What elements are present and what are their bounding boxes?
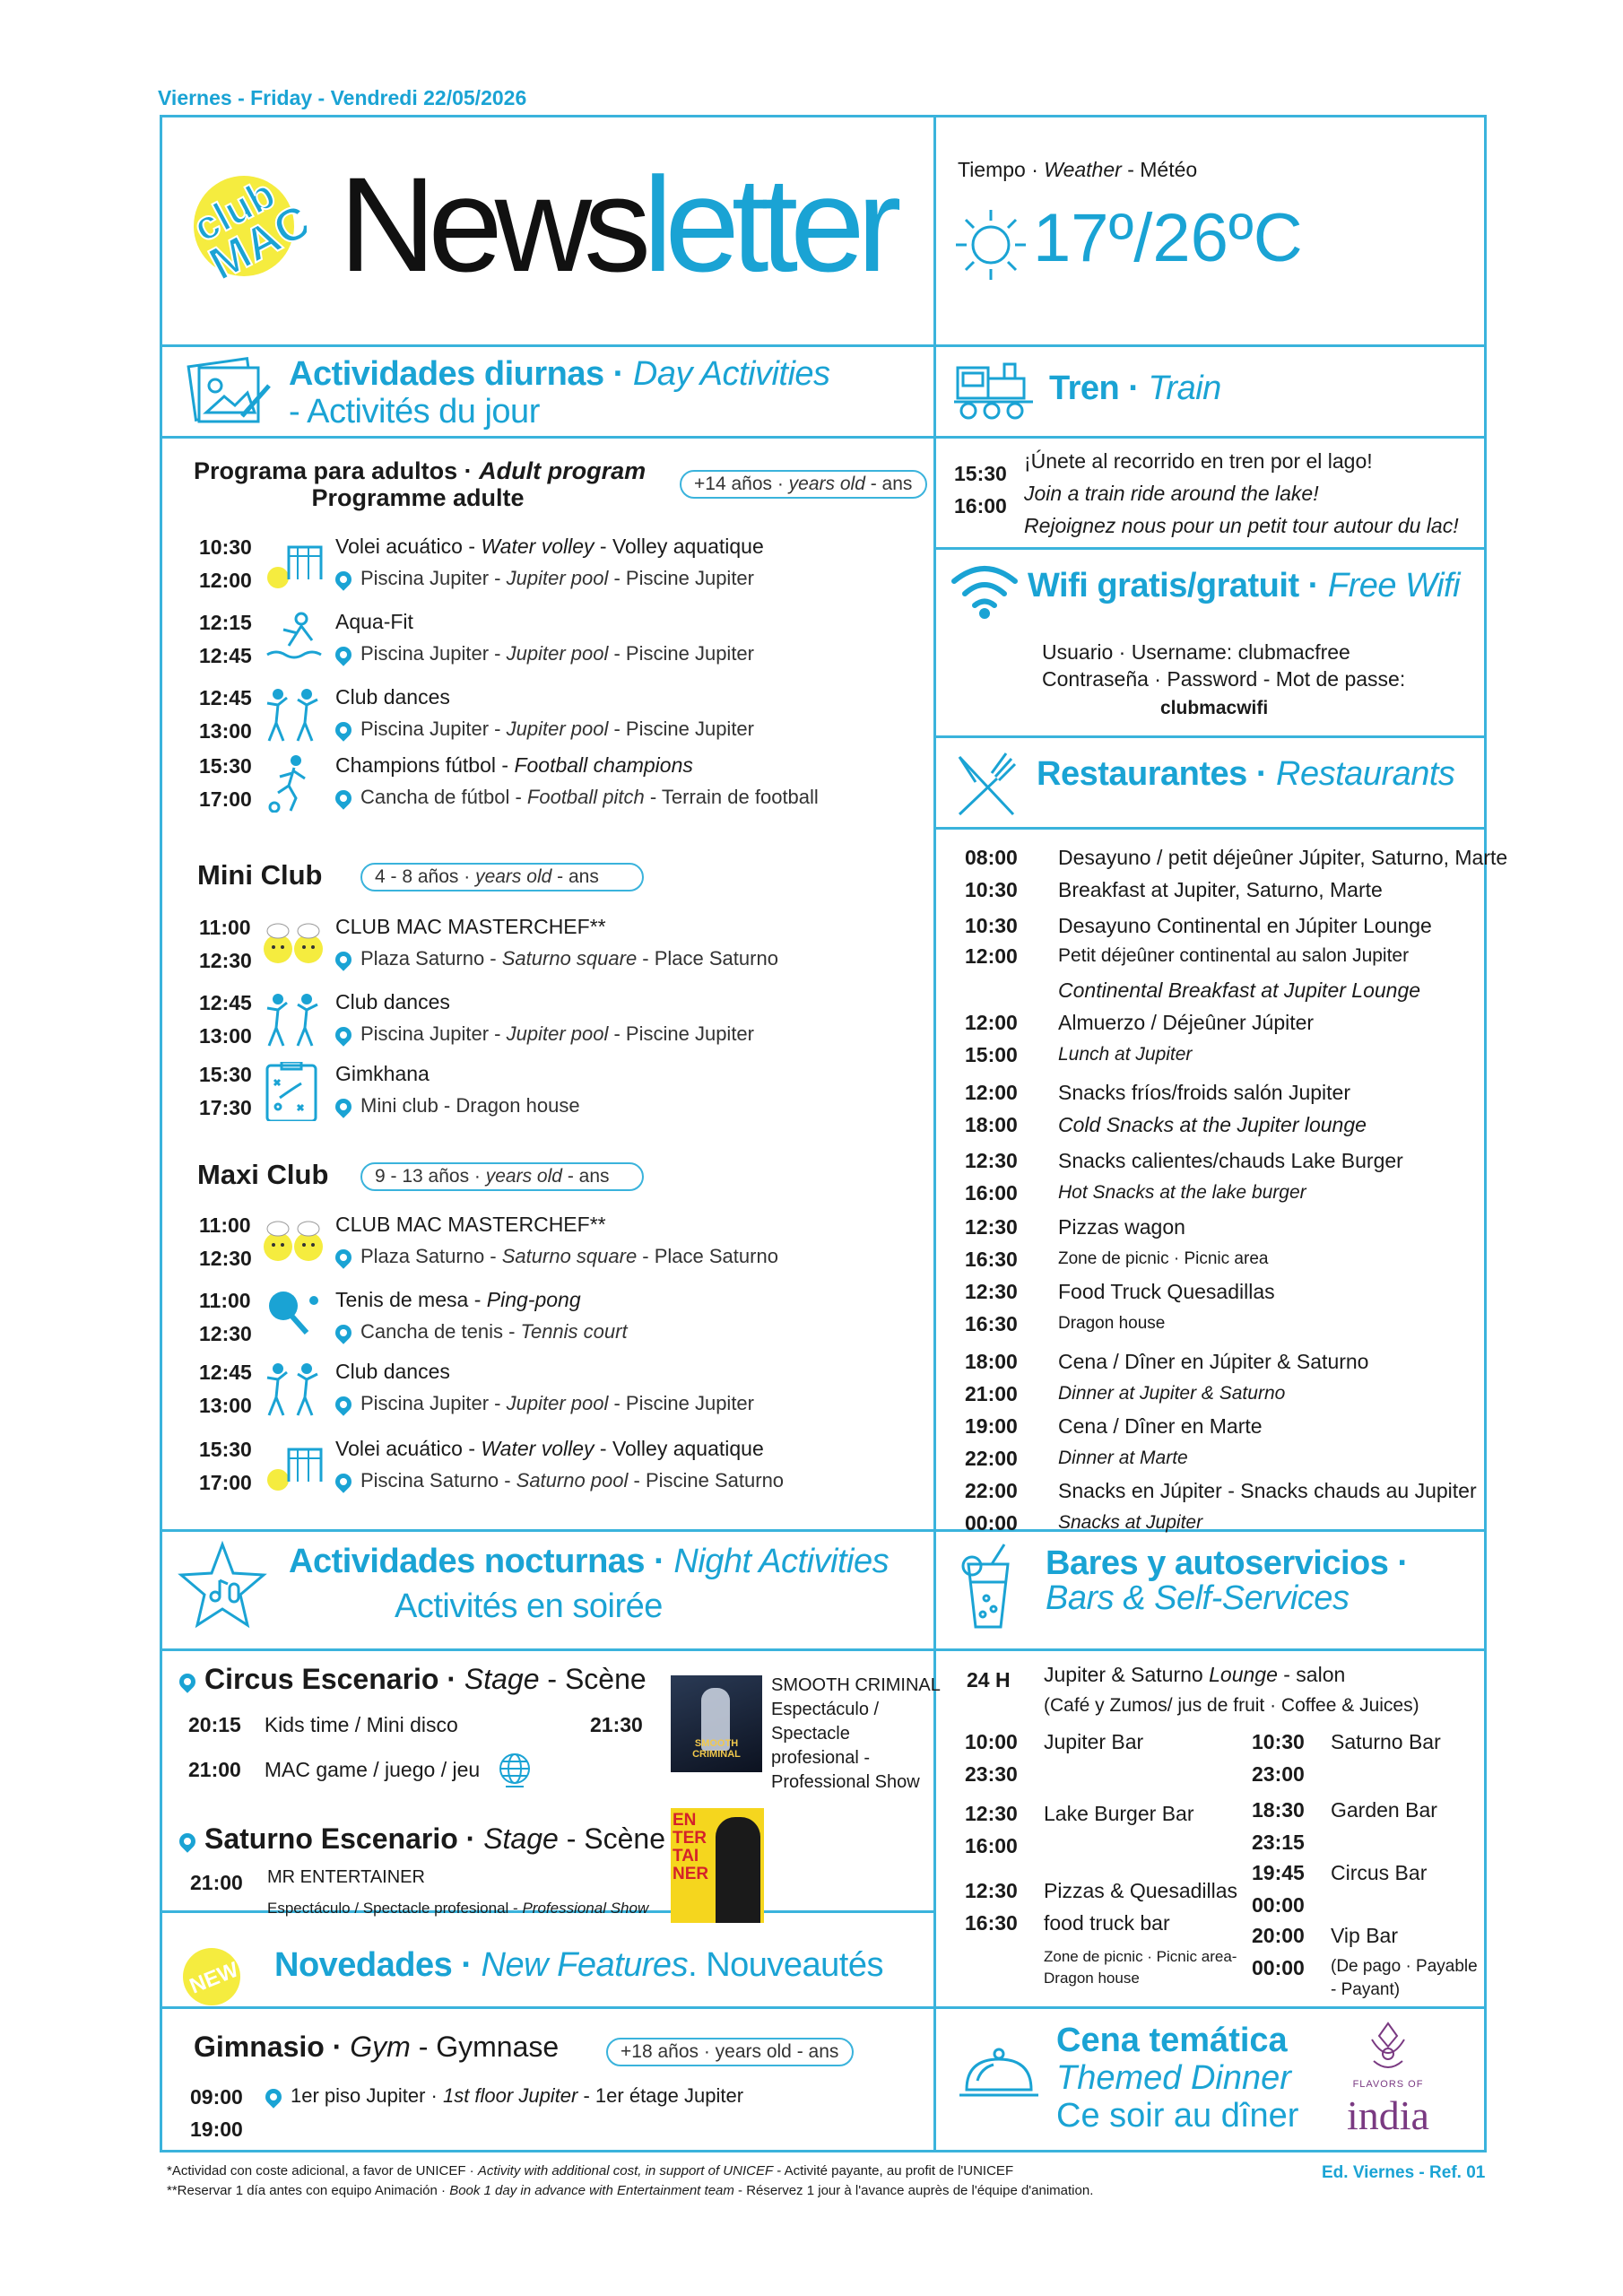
bar-time: 10:30 23:00 (1252, 1730, 1305, 1786)
column-divider (933, 115, 936, 2152)
gym-time: 09:00 19:00 (190, 2085, 243, 2141)
aqua-fit-icon (262, 610, 325, 669)
activity-location: Cancha de tenis - Tennis court (335, 1320, 628, 1344)
restaurant-time: 16:30 (965, 1248, 1018, 1271)
location-pin-icon (332, 1095, 354, 1118)
restaurant-text: Desayuno / petit déjeûner Júpiter, Saturno, Marte (1058, 846, 1508, 869)
bar-time: 12:30 16:00 (965, 1802, 1018, 1857)
restaurant-time: 12:30 (965, 1280, 1018, 1303)
maxi-club-title: Maxi Club (197, 1159, 329, 1190)
restaurant-text: Desayuno Continental en Júpiter Lounge (1058, 914, 1432, 937)
day-activities-subtitle: - Activités du jour (289, 393, 540, 430)
activity-location: Piscina Jupiter - Jupiter pool - Piscine Jupiter (335, 567, 754, 590)
saturno-show-desc: Espectáculo / Spectacle profesional - Professional Show (267, 1900, 649, 1917)
bar-name: Pizzas & Quesadillas food truck bar (1044, 1879, 1238, 1935)
chef-kids-icon (262, 915, 325, 974)
bar-name: Garden Bar (1331, 1798, 1437, 1822)
dancers-icon (262, 685, 325, 744)
restaurant-text: Snacks calientes/chauds Lake Burger (1058, 1149, 1403, 1172)
train-icon (952, 359, 1035, 423)
restaurant-time: 12:00 (965, 1081, 1018, 1104)
dancers-icon (262, 990, 325, 1049)
restaurant-text: Breakfast at Jupiter, Saturno, Marte (1058, 878, 1383, 901)
bars-title: Bares y autoservicios · Bars & Self-Services (1046, 1544, 1409, 1617)
restaurant-text: Food Truck Quesadillas (1058, 1280, 1275, 1303)
date-label: Viernes - Friday - Vendredi 22/05/2026 (158, 86, 527, 109)
dancers-icon (262, 1360, 325, 1419)
bar-sub: (De pago · Payable - Payant) (1331, 1957, 1478, 1999)
mini-age-badge: 4 - 8 años · years old - ans (360, 863, 644, 891)
new-badge (176, 1941, 247, 2013)
location-pin-icon (332, 1246, 354, 1268)
restaurant-text: Dinner at Marte (1058, 1448, 1188, 1468)
footnote-2: **Reservar 1 día antes con equipo Animación · Book 1 day in advance with Entertainment team - Réservez 1 jour à l'avance auprès de l'équipe d'animation. (167, 2183, 1094, 2198)
volleyball-icon (262, 1437, 325, 1496)
mini-club-title: Mini Club (197, 859, 323, 891)
activity-name: Aqua-Fit (335, 610, 413, 633)
restaurant-time: 22:00 (965, 1447, 1018, 1470)
restaurant-time: 10:30 (965, 878, 1018, 901)
themed-dinner-title: Cena temática Themed Dinner Ce soir au dîner (1056, 2022, 1299, 2135)
bar-time: 18:30 23:15 (1252, 1798, 1305, 1854)
sun-icon (950, 204, 1031, 285)
restaurant-text: Cena / Dîner en Marte (1058, 1414, 1263, 1438)
activity-location: Piscina Saturno - Saturno pool - Piscine Saturno (335, 1469, 784, 1492)
night-activities-title: Actividades nocturnas · Night Activities (289, 1543, 890, 1580)
activity-name: Volei acuático - Water volley - Volley aquatique (335, 535, 764, 558)
restaurant-text: Cold Snacks at the Jupiter lounge (1058, 1113, 1367, 1136)
restaurant-time: 19:00 (965, 1414, 1018, 1438)
club-mac-logo (172, 167, 307, 283)
activity-name: Champions fútbol - Football champions (335, 753, 693, 777)
temperature: 17º/26ºC (1033, 200, 1303, 276)
activity-name: CLUB MAC MASTERCHEF** (335, 1213, 606, 1236)
volleyball-icon (262, 535, 325, 594)
activity-time: 10:30 12:00 (199, 535, 252, 592)
activity-name: CLUB MAC MASTERCHEF** (335, 915, 606, 938)
restaurant-time: 00:00 (965, 1511, 1018, 1535)
restaurant-time: 12:30 (965, 1149, 1018, 1172)
activity-time: 15:30 17:00 (199, 1438, 252, 1494)
night-activities-subtitle: Activités en soirée (395, 1587, 663, 1625)
restaurant-text: Dinner at Jupiter & Saturno (1058, 1383, 1286, 1404)
clipboard-icon (262, 1062, 325, 1121)
activity-time: 11:00 12:30 (199, 916, 252, 972)
entertainer-poster: EN TER TAI NER (671, 1808, 764, 1923)
wifi-icon (949, 561, 1020, 619)
restaurants-title: Restaurantes · Restaurants (1037, 755, 1455, 793)
activity-location: Piscina Jupiter - Jupiter pool - Piscine Jupiter (335, 1022, 754, 1046)
activity-time: 12:45 13:00 (199, 991, 252, 1048)
restaurant-time: 12:00 (965, 944, 1018, 968)
restaurant-time: 16:00 (965, 1181, 1018, 1205)
adult-age-badge: +14 años · years old - ans (680, 470, 927, 499)
bar-name: Saturno Bar (1331, 1730, 1441, 1753)
activity-location: Mini club - Dragon house (335, 1094, 580, 1118)
activity-name: Club dances (335, 1360, 450, 1383)
bars-24h: 24 H (967, 1668, 1011, 1692)
news-title: Novedades · New Features. Nouveautés (274, 1946, 883, 1984)
restaurant-text: Petit déjeûner continental au salon Jupiter (1058, 945, 1410, 966)
svg-text:MAC: MAC (201, 195, 307, 283)
activity-location: Piscina Jupiter - Jupiter pool - Piscine Jupiter (335, 1392, 754, 1415)
restaurant-text: Continental Breakfast at Jupiter Lounge (1058, 978, 1421, 1002)
restaurant-time: 16:30 (965, 1312, 1018, 1335)
train-text: ¡Únete al recorrido en tren por el lago! Join a train ride around the lake! Rejoignez nous pour un petit tour autour du lac! (1024, 449, 1459, 537)
restaurant-text: Snacks en Júpiter - Snacks chauds au Jupiter (1058, 1479, 1477, 1502)
gym-age-badge: +18 años · years old - ans (606, 2038, 854, 2066)
gym-location: 1er piso Jupiter · 1st floor Jupiter - 1er étage Jupiter (265, 2084, 743, 2108)
chef-kids-icon (262, 1213, 325, 1272)
activity-time: 11:00 12:30 (199, 1213, 252, 1270)
drink-icon (956, 1543, 1019, 1632)
bar-name: Jupiter Bar (1044, 1730, 1144, 1753)
activity-location: Cancha de fútbol - Football pitch - Terrain de football (335, 786, 819, 809)
saturno-stage-title: Saturno Escenario · Stage - Scène (179, 1822, 665, 1856)
restaurant-time: 10:30 (965, 914, 1018, 937)
bar-name: Vip Bar (1331, 1924, 1399, 1947)
wifi-username: Usuario · Username: clubmacfree (1042, 640, 1350, 664)
wifi-title: Wifi gratis/gratuit · Free Wifi (1028, 567, 1461, 604)
location-pin-icon (332, 948, 354, 970)
restaurant-text: Dragon house (1058, 1314, 1166, 1333)
restaurant-time: 18:00 (965, 1350, 1018, 1373)
day-activities-title: Actividades diurnas · Day Activities (289, 355, 830, 393)
bar-time: 20:00 00:00 (1252, 1924, 1305, 1979)
restaurant-time: 08:00 (965, 846, 1018, 869)
train-time: 15:30 16:00 (954, 462, 1007, 517)
globe-icon (495, 1751, 534, 1790)
location-pin-icon (332, 568, 354, 590)
ping-pong-icon (262, 1288, 325, 1347)
restaurant-text: Snacks fríos/froids salón Jupiter (1058, 1081, 1350, 1104)
location-pin-icon (332, 1470, 354, 1492)
activity-location: Piscina Jupiter - Jupiter pool - Piscine Jupiter (335, 642, 754, 665)
smooth-criminal-desc: SMOOTH CRIMINAL Espectáculo / Spectacle profesional - Professional Show (771, 1675, 941, 1792)
train-title: Tren · Train (1049, 370, 1221, 407)
maxi-age-badge: 9 - 13 años · years old - ans (360, 1162, 644, 1191)
restaurant-text: Hot Snacks at the lake burger (1058, 1182, 1306, 1203)
restaurant-time: 15:00 (965, 1043, 1018, 1066)
saturno-show-name: MR ENTERTAINER (267, 1867, 425, 1887)
svg-text:NEW: NEW (186, 1957, 242, 1999)
restaurant-time: 12:00 (965, 1011, 1018, 1034)
bars-lounge-sub: (Café y Zumos/ jus de fruit · Coffee & Juices) (1044, 1695, 1419, 1716)
activity-time: 15:30 17:30 (199, 1063, 252, 1119)
bar-time: 19:45 00:00 (1252, 1861, 1305, 1917)
activity-name: Club dances (335, 990, 450, 1013)
wifi-password-label: Contraseña · Password - Mot de passe: (1042, 667, 1406, 691)
activity-time: 12:45 13:00 (199, 686, 252, 743)
restaurant-text: Pizzas wagon (1058, 1215, 1185, 1239)
restaurant-time: 22:00 (965, 1479, 1018, 1502)
circus-row-1: 20:15 Kids time / Mini disco (188, 1713, 458, 1736)
restaurant-text: Snacks at Jupiter (1058, 1512, 1203, 1533)
restaurant-text: Zone de picnic · Picnic area (1058, 1249, 1269, 1268)
weather-label: Tiempo · Weather - Météo (958, 158, 1198, 181)
location-pin-icon (332, 1393, 354, 1415)
circus-row-2: 21:00 MAC game / juego / jeu (188, 1758, 481, 1781)
restaurant-text: Almuerzo / Déjeûner Júpiter (1058, 1011, 1315, 1034)
location-pin-icon (332, 1023, 354, 1046)
gym-title: Gimnasio · Gym - Gymnase (194, 2031, 560, 2063)
activity-location: Plaza Saturno - Saturno square - Place Saturno (335, 1245, 778, 1268)
wifi-password: clubmacwifi (1160, 698, 1269, 718)
drawing-icon (179, 350, 278, 430)
cutlery-icon (949, 746, 1024, 822)
restaurant-time: 12:30 (965, 1215, 1018, 1239)
activity-name: Tenis de mesa - Ping-pong (335, 1288, 581, 1311)
restaurant-text: Lunch at Jupiter (1058, 1044, 1193, 1065)
svg-text:club: club (185, 170, 282, 251)
activity-location: Plaza Saturno - Saturno square - Place Saturno (335, 947, 778, 970)
bar-time: 12:30 16:30 (965, 1879, 1018, 1935)
activity-name: Club dances (335, 685, 450, 709)
circus-time-2: 21:30 (590, 1713, 643, 1736)
activity-time: 15:30 17:00 (199, 754, 252, 811)
circus-stage-title: Circus Escenario · Stage - Scène (179, 1663, 647, 1696)
footnote-1: *Actividad con coste adicional, a favor de UNICEF · Activity with additional cost, in support of UNICEF - Activité payante, au profit de l'UNICEF (167, 2163, 1014, 2179)
bars-lounge: Jupiter & Saturno Lounge - salon (1044, 1663, 1346, 1686)
adult-program-title: Programa para adultos · Adult program Programme adulte (194, 457, 647, 511)
edition-ref: Ed. Viernes - Ref. 01 (1322, 2163, 1486, 2182)
saturno-show-time: 21:00 (190, 1871, 243, 1894)
smooth-criminal-poster: SMOOTH CRIMINAL (671, 1675, 762, 1772)
activity-name: Volei acuático - Water volley - Volley aquatique (335, 1437, 764, 1460)
activity-time: 11:00 12:30 (199, 1289, 252, 1345)
location-pin-icon (332, 787, 354, 809)
activity-location: Piscina Jupiter - Jupiter pool - Piscine Jupiter (335, 718, 754, 741)
flavors-of-india-logo: FLAVORS OF india (1334, 2020, 1442, 2142)
bar-name: Circus Bar (1331, 1861, 1428, 1884)
cloche-icon (958, 2045, 1040, 2108)
activity-time: 12:45 13:00 (199, 1361, 252, 1417)
star-music-icon (176, 1539, 269, 1632)
bar-time: 10:00 23:30 (965, 1730, 1018, 1786)
restaurant-time: 18:00 (965, 1113, 1018, 1136)
location-pin-icon (332, 718, 354, 741)
bar-sub: Zone de picnic · Picnic area- Dragon house (1044, 1948, 1237, 1987)
restaurant-text: Cena / Dîner en Júpiter & Saturno (1058, 1350, 1369, 1373)
location-pin-icon (332, 643, 354, 665)
newsletter-title: Newsletter (339, 149, 894, 300)
bar-name: Lake Burger Bar (1044, 1802, 1194, 1825)
activity-name: Gimkhana (335, 1062, 430, 1085)
football-icon (262, 753, 325, 813)
restaurant-time: 21:00 (965, 1382, 1018, 1405)
activity-time: 12:15 12:45 (199, 611, 252, 667)
location-pin-icon (332, 1321, 354, 1344)
